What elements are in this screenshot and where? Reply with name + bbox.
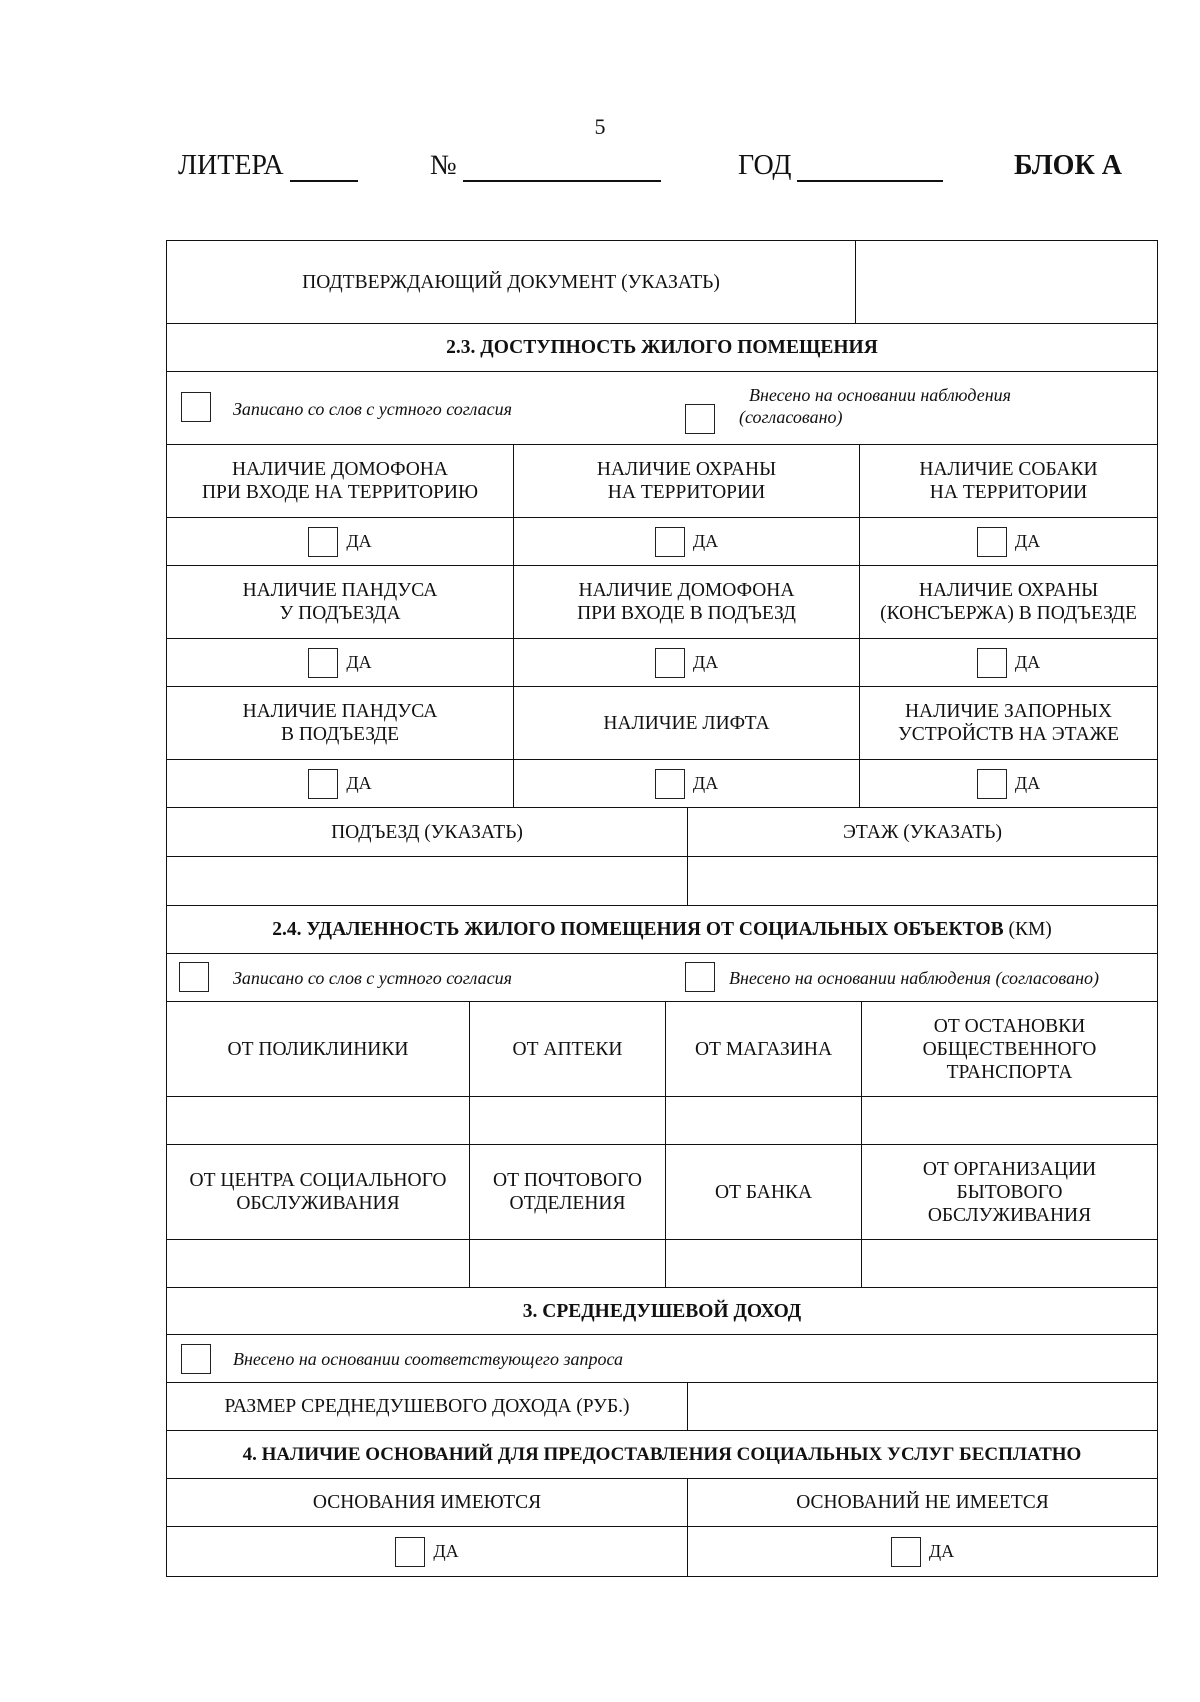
yes-label: ДА <box>1014 531 1041 551</box>
sec24-title-unit: (КМ) <box>1008 919 1052 940</box>
sec23-item-label-line: НА ТЕРРИТОРИИ <box>607 482 766 503</box>
sec23-yes-row <box>166 760 1158 808</box>
distance-field[interactable] <box>469 1097 665 1144</box>
entrance-label: ПОДЪЕЗД (УКАЗАТЬ) <box>331 821 523 843</box>
yes-checkbox[interactable] <box>308 527 338 557</box>
sec23-item-label-line: НАЛИЧИЕ ПАНДУСА <box>242 580 438 601</box>
sec24-item-label <box>861 1002 1157 1096</box>
sec23-yes-cell <box>859 639 1157 686</box>
sec24-item-label-line: ОТ ПОЧТОВОГО <box>493 1170 642 1191</box>
sec23-grid <box>166 445 1158 808</box>
sec23-title: 2.3. ДОСТУПНОСТЬ ЖИЛОГО ПОМЕЩЕНИЯ <box>446 337 878 358</box>
sec24-item-label-line: ОТ БАНКА <box>714 1181 813 1203</box>
sec23-item-label-line: НАЛИЧИЕ ПАНДУСА <box>242 701 438 722</box>
sec24-item-label <box>167 1002 469 1096</box>
yes-label: ДА <box>346 652 372 672</box>
litera-label: ЛИТЕРА <box>178 150 284 181</box>
sec23-item-label-line: У ПОДЪЕЗДА <box>279 603 401 624</box>
distance-field[interactable] <box>665 1240 861 1287</box>
no-grounds-yes-label: ДА <box>928 1541 955 1561</box>
no-grounds-checkbox[interactable] <box>891 1537 921 1567</box>
yes-checkbox[interactable] <box>655 769 685 799</box>
sec23-yes-cell <box>167 518 513 565</box>
sec23-oral-checkbox[interactable] <box>181 392 211 422</box>
yes-checkbox[interactable] <box>977 769 1007 799</box>
sec24-observe-checkbox[interactable] <box>685 962 715 992</box>
sec23-item-label <box>167 687 513 759</box>
sec24-oral-label: Записано со слов с устного согласия <box>233 968 512 988</box>
entrance-floor-values-row <box>166 857 1158 906</box>
sec23-observe-checkbox[interactable] <box>685 404 715 434</box>
distance-field[interactable] <box>167 1097 469 1144</box>
sec23-item-label <box>859 445 1157 517</box>
page-number: 5 <box>594 114 606 139</box>
sec24-item-label-line: ОТ ЦЕНТРА СОЦИАЛЬНОГО <box>189 1170 447 1191</box>
litera-field[interactable] <box>290 152 358 182</box>
sec24-item-label-line: БЫТОВОГО <box>956 1181 1063 1203</box>
sec24-item-label-line: ОТ АПТЕКИ <box>512 1038 623 1060</box>
distance-field[interactable] <box>469 1240 665 1287</box>
distance-field[interactable] <box>167 1240 469 1287</box>
block-label: БЛОК А <box>1014 150 1122 181</box>
sec23-label-row <box>166 445 1158 518</box>
sec24-item-label <box>167 1145 469 1239</box>
sec23-observe-label-line1: Внесено на основании наблюдения <box>749 385 1012 405</box>
sec23-item-label <box>859 566 1157 638</box>
sec23-item-label-line: ПРИ ВХОДЕ В ПОДЪЕЗД <box>577 603 796 624</box>
sec24-item-label <box>665 1002 861 1096</box>
sec23-item-label <box>513 566 859 638</box>
yes-label: ДА <box>692 531 719 551</box>
sec24-item-label-line: ОБСЛУЖИВАНИЯ <box>236 1193 400 1214</box>
yes-label: ДА <box>692 773 719 793</box>
has-grounds-cell <box>167 1527 687 1576</box>
entrance-floor-row <box>166 808 1158 857</box>
income-label: РАЗМЕР СРЕДНЕДУШЕВОГО ДОХОДА (РУБ.) <box>224 1396 630 1417</box>
sec23-label-row <box>166 687 1158 760</box>
sec24-item-label <box>861 1145 1157 1239</box>
sec23-item-label-line: НАЛИЧИЕ СОБАКИ <box>919 459 1098 480</box>
sec24-item-label-line: ОБСЛУЖИВАНИЯ <box>927 1204 1092 1226</box>
sec24-item-label-line: ТРАНСПОРТА <box>946 1061 1073 1083</box>
sec23-yes-row <box>166 518 1158 566</box>
sec24-item-label-line: ОТ ПОЛИКЛИНИКИ <box>227 1038 409 1060</box>
sec23-item-label <box>167 566 513 638</box>
sec23-item-label <box>513 445 859 517</box>
has-grounds-label: ОСНОВАНИЯ ИМЕЮТСЯ <box>312 1492 542 1513</box>
yes-checkbox[interactable] <box>308 648 338 678</box>
sec3-option-row <box>166 1335 1158 1383</box>
floor-label: ЭТАЖ (УКАЗАТЬ) <box>687 808 1157 856</box>
no-grounds-cell <box>687 1527 1157 1576</box>
sec4-values-row <box>166 1527 1158 1577</box>
yes-label: ДА <box>1014 652 1041 672</box>
sec24-observe-label: Внесено на основании наблюдения (согласовано) <box>729 968 1100 988</box>
no-grounds-label: ОСНОВАНИЙ НЕ ИМЕЕТСЯ <box>687 1479 1157 1526</box>
sec3-income-row <box>166 1383 1158 1431</box>
sec24-grid <box>166 1002 1158 1288</box>
sec24-value-row <box>166 1240 1158 1288</box>
sec24-item-label <box>665 1145 861 1239</box>
sec24-value-row <box>166 1097 1158 1145</box>
sec24-item-label-line: ОТ ОРГАНИЗАЦИИ <box>922 1158 1097 1180</box>
sec24-item-label-line: ОБЩЕСТВЕННОГО <box>922 1038 1097 1060</box>
number-field[interactable] <box>463 152 661 182</box>
sec3-request-label: Внесено на основании соответствующего запроса <box>233 1349 623 1369</box>
sec4-header-row <box>166 1479 1158 1527</box>
sec24-item-label-line: ОТ МАГАЗИНА <box>694 1038 833 1060</box>
yes-checkbox[interactable] <box>308 769 338 799</box>
sec23-yes-cell <box>513 639 859 686</box>
sec23-item-label <box>513 687 859 759</box>
sec23-item-label-line: В ПОДЪЕЗДЕ <box>280 724 400 745</box>
yes-checkbox[interactable] <box>977 648 1007 678</box>
sec24-item-label <box>469 1002 665 1096</box>
sec23-item-label-line: ПРИ ВХОДЕ НА ТЕРРИТОРИЮ <box>201 482 479 503</box>
year-label: ГОД <box>738 150 792 181</box>
distance-field[interactable] <box>665 1097 861 1144</box>
has-grounds-checkbox[interactable] <box>395 1537 425 1567</box>
sec23-options-row <box>166 372 1158 445</box>
sec23-item-label-line: НАЛИЧИЕ ДОМОФОНА <box>232 459 448 480</box>
sec23-yes-cell <box>859 518 1157 565</box>
sec4-title: 4. НАЛИЧИЕ ОСНОВАНИЙ ДЛЯ ПРЕДОСТАВЛЕНИЯ СОЦИАЛЬНЫХ УСЛУГ БЕСПЛАТНО <box>242 1444 1082 1465</box>
distance-field[interactable] <box>861 1240 1157 1287</box>
yes-label: ДА <box>346 773 372 793</box>
confirm-doc-row <box>166 240 1158 324</box>
confirm-doc-field[interactable] <box>855 241 1157 323</box>
sec24-title-text: 2.4. УДАЛЕННОСТЬ ЖИЛОГО ПОМЕЩЕНИЯ ОТ СОЦИАЛЬНЫХ ОБЪЕКТОВ <box>272 919 1004 940</box>
sec24-item-label <box>469 1145 665 1239</box>
form-table <box>166 240 1158 1577</box>
sec23-item-label-line: НА ТЕРРИТОРИИ <box>929 482 1088 503</box>
header-row <box>178 150 1128 190</box>
sec3-request-checkbox[interactable] <box>181 1344 211 1374</box>
sec24-oral-checkbox[interactable] <box>179 962 209 992</box>
yes-checkbox[interactable] <box>655 527 685 557</box>
sec23-item-label <box>167 445 513 517</box>
year-field[interactable] <box>797 152 943 182</box>
sec24-item-label-line: ОТ ОСТАНОВКИ <box>933 1015 1086 1037</box>
sec23-yes-cell <box>859 760 1157 807</box>
income-field[interactable] <box>687 1383 1157 1430</box>
sec23-yes-row <box>166 639 1158 687</box>
sec23-label-row <box>166 566 1158 639</box>
sec23-title-row <box>166 324 1158 372</box>
sec23-yes-cell <box>167 760 513 807</box>
number-label: № <box>430 150 457 181</box>
yes-checkbox[interactable] <box>977 527 1007 557</box>
sec23-observe-label <box>739 384 1011 428</box>
sec24-title <box>167 906 1157 953</box>
sec24-label-row <box>166 1145 1158 1240</box>
yes-label: ДА <box>346 531 372 551</box>
sec23-item-label-line: (КОНСЪЕРЖА) В ПОДЪЕЗДЕ <box>880 603 1137 624</box>
sec24-title-row <box>166 906 1158 954</box>
sec23-observe-label-line2: (согласовано) <box>739 407 843 427</box>
sec23-item-label <box>859 687 1157 759</box>
sec4-title-row <box>166 1431 1158 1479</box>
sec23-yes-cell <box>513 760 859 807</box>
sec23-item-label-line: НАЛИЧИЕ ЗАПОРНЫХ <box>904 701 1113 722</box>
yes-checkbox[interactable] <box>655 648 685 678</box>
sec23-oral-label: Записано со слов с устного согласия <box>233 399 512 419</box>
yes-label: ДА <box>1014 773 1041 793</box>
sec23-item-label-line: НАЛИЧИЕ ОХРАНЫ <box>596 459 777 480</box>
sec23-yes-cell <box>513 518 859 565</box>
yes-label: ДА <box>692 652 719 672</box>
sec23-item-label-line: НАЛИЧИЕ ОХРАНЫ <box>918 580 1099 601</box>
has-grounds-yes-label: ДА <box>433 1541 459 1561</box>
entrance-field[interactable] <box>167 857 687 905</box>
sec24-options-row <box>166 954 1158 1002</box>
sec23-item-label-line: НАЛИЧИЕ ДОМОФОНА <box>578 580 795 601</box>
floor-field[interactable] <box>687 857 1157 905</box>
sec24-item-label-line: ОТДЕЛЕНИЯ <box>509 1193 626 1214</box>
sec3-title-row <box>166 1288 1158 1335</box>
sec23-item-label-line: НАЛИЧИЕ ЛИФТА <box>603 712 770 734</box>
sec23-item-label-line: УСТРОЙСТВ НА ЭТАЖЕ <box>897 724 1120 745</box>
distance-field[interactable] <box>861 1097 1157 1144</box>
confirm-doc-label: ПОДТВЕРЖДАЮЩИЙ ДОКУМЕНТ (УКАЗАТЬ) <box>302 271 720 293</box>
sec3-title: 3. СРЕДНЕДУШЕВОЙ ДОХОД <box>522 1300 802 1322</box>
sec24-label-row <box>166 1002 1158 1097</box>
sec23-yes-cell <box>167 639 513 686</box>
